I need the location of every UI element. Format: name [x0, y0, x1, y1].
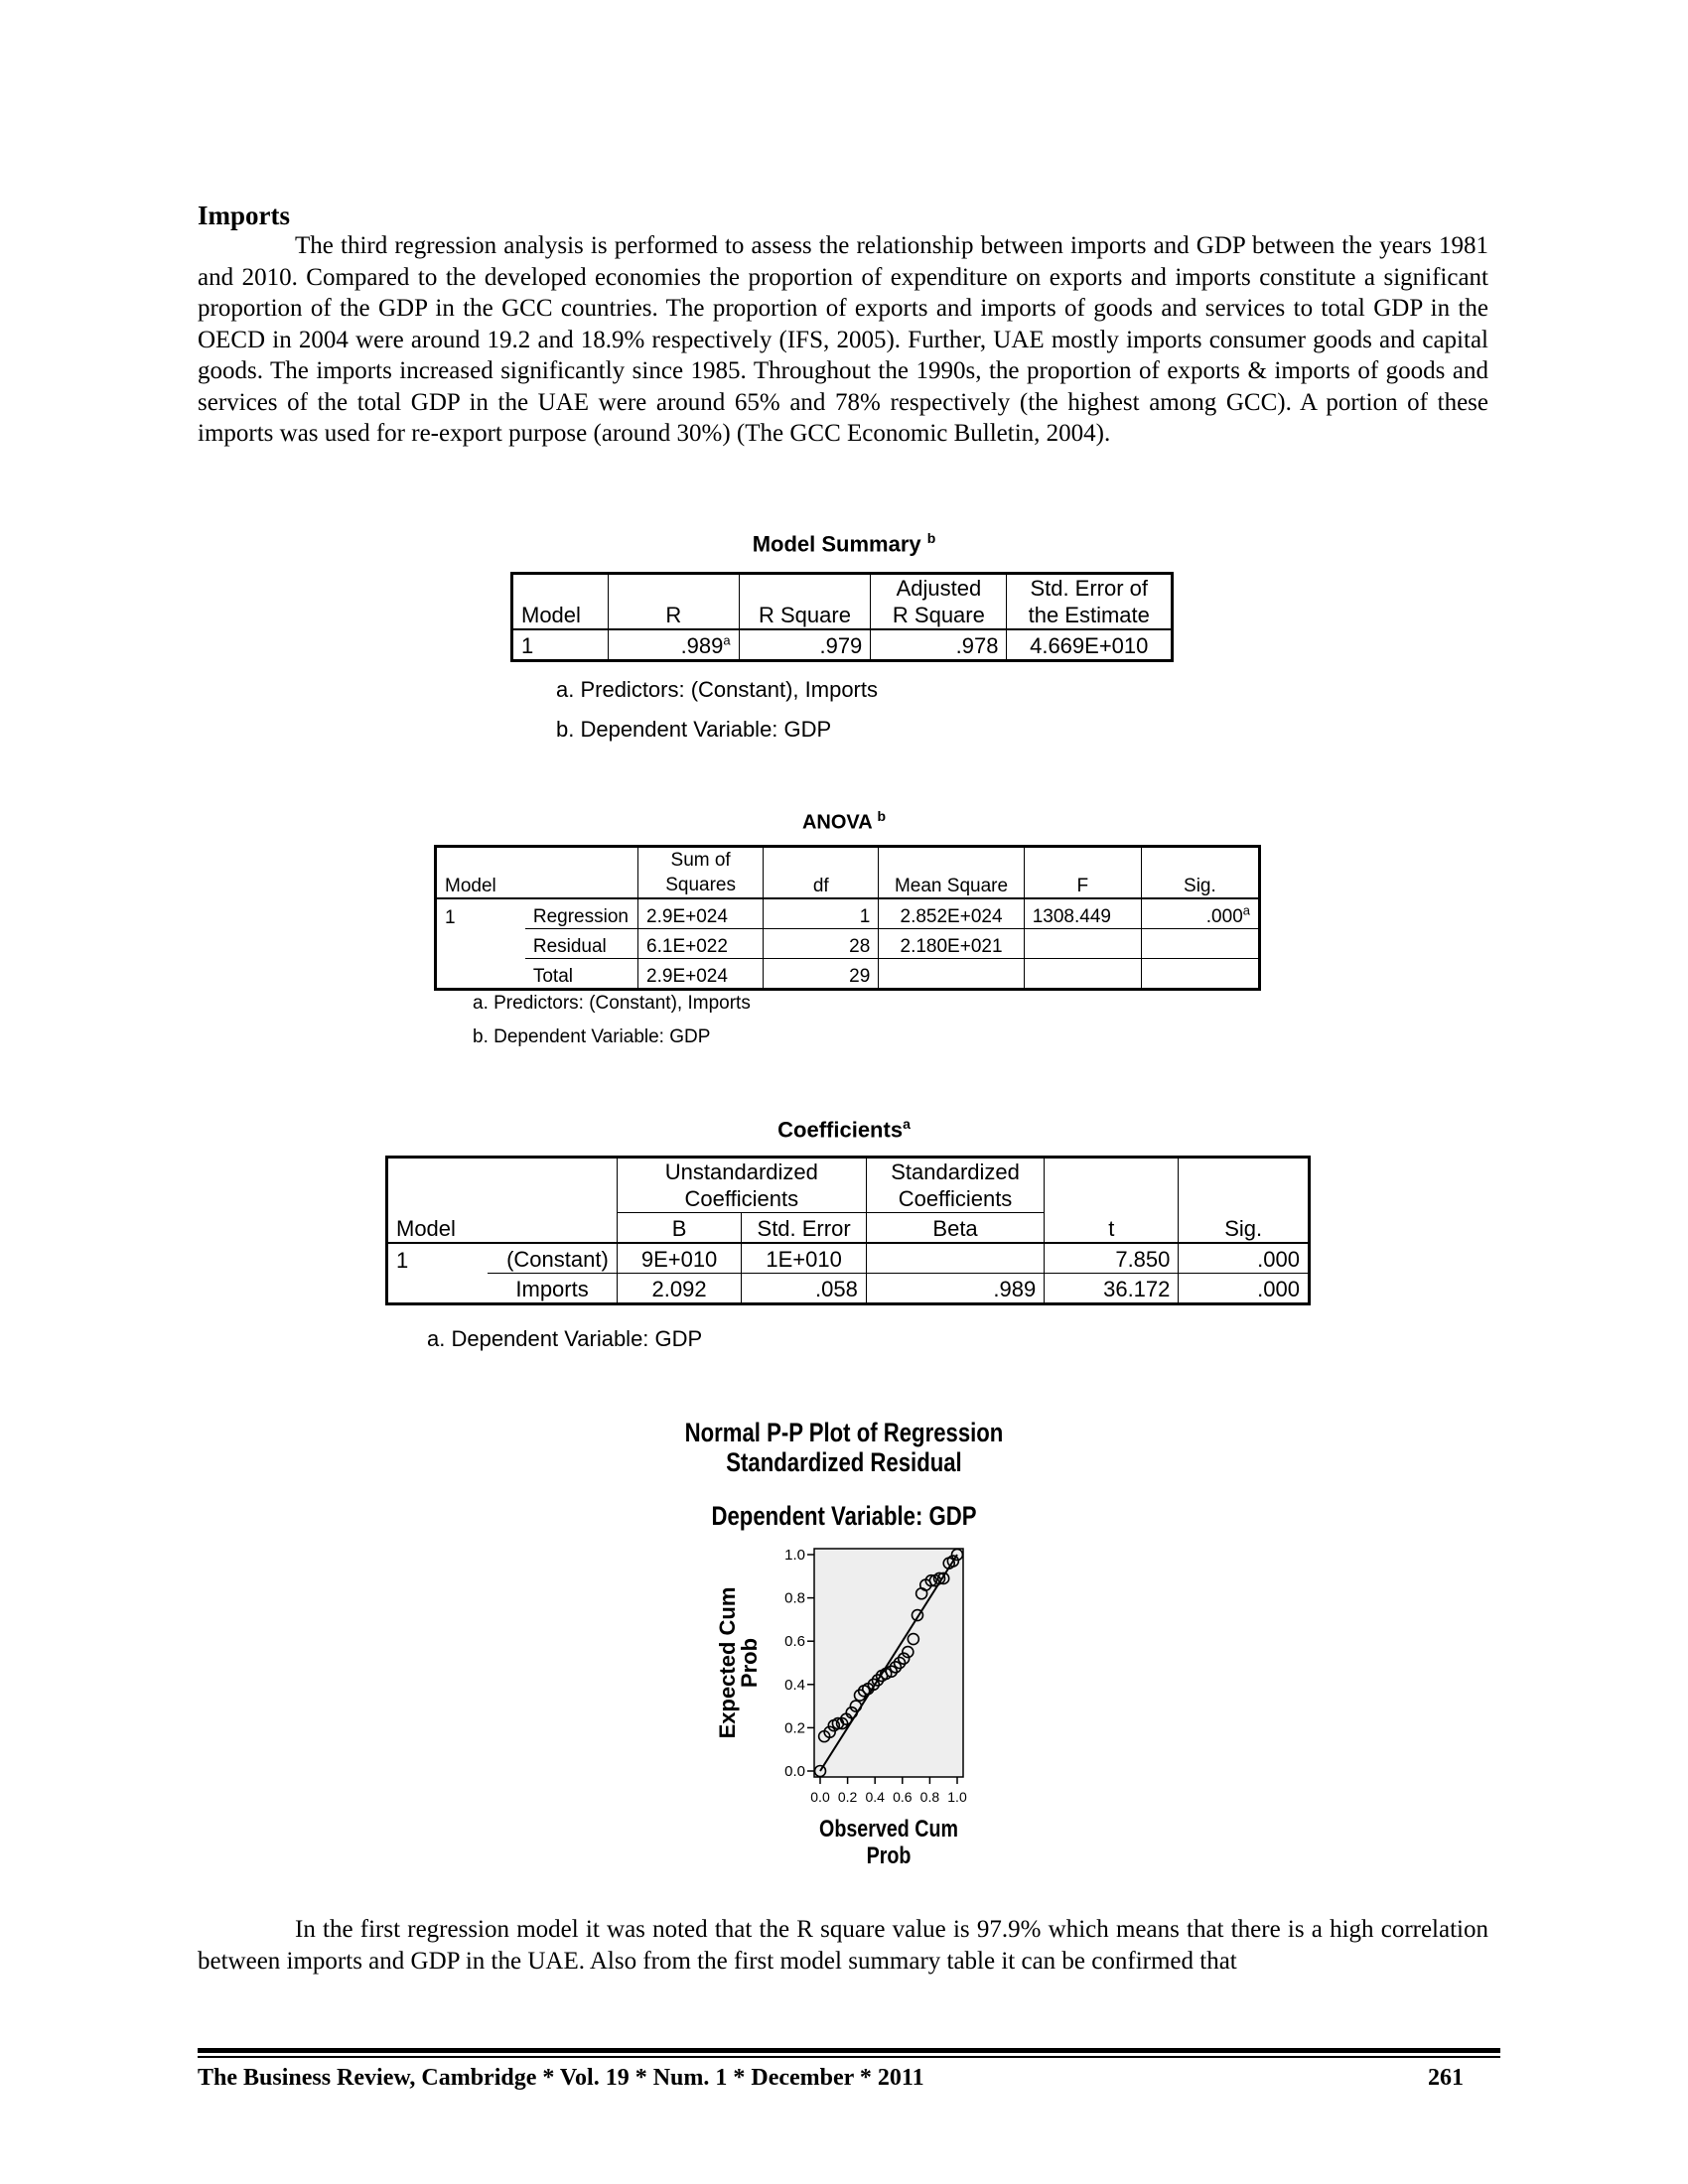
- coefficients-se-constant: 1E+010: [742, 1243, 867, 1274]
- pp-plot-subtitle: Dependent Variable: GDP: [711, 1501, 977, 1531]
- coefficients-sig-imports: .000: [1179, 1274, 1310, 1304]
- anova-sig-residual: [1141, 929, 1259, 959]
- coefficients-header-unstd-l2: Coefficients: [684, 1186, 799, 1211]
- model-summary-model: 1: [512, 629, 609, 661]
- model-summary-r-value: .989: [680, 633, 724, 658]
- model-summary-footnote-b: b. Dependent Variable: GDP: [556, 717, 832, 742]
- model-summary-r: [609, 629, 740, 661]
- model-summary-header-adj: [871, 574, 1007, 630]
- coefficients-label-constant: (Constant): [488, 1243, 617, 1274]
- pp-x-label-line2: Prob: [866, 1842, 912, 1869]
- anova-header-ss-l1: Sum of: [670, 850, 731, 871]
- coefficients-header-unstd-l1: Unstandardized: [664, 1160, 818, 1184]
- anova-f-regression: 1308.449: [1024, 898, 1141, 929]
- anova-header-ss-l2: Squares: [665, 875, 737, 895]
- anova-row-regression: [436, 898, 1260, 929]
- model-summary-header-row: [512, 574, 1173, 630]
- coefficients-beta-imports: .989: [866, 1274, 1044, 1304]
- anova-ms-total: [879, 959, 1024, 990]
- anova-label-total: Total: [525, 959, 638, 990]
- model-summary-rsq: .979: [739, 629, 871, 661]
- model-summary-caption: [596, 530, 1092, 557]
- anova-row-residual: [436, 929, 1260, 959]
- pp-y-tick-label: 0.2: [784, 1719, 805, 1737]
- coefficients-row-imports: [387, 1274, 1310, 1304]
- coefficients-header-unstd: [617, 1158, 866, 1213]
- coefficients-header-std: [866, 1158, 1044, 1213]
- model-summary-header-r: R: [609, 574, 740, 630]
- coefficients-header-row-2: [387, 1213, 1310, 1244]
- model-summary-header-rsq: R Square: [739, 574, 871, 630]
- anova-header-ss: [638, 847, 764, 899]
- conclusion-paragraph: In the first regression model it was noted that the R square value is 97.9% which means that there is a high correlation between imports and GDP in the UAE. Also from the first model summary table it can be confirmed that: [198, 1916, 1488, 1975]
- coefficients-header-spacer-sig: [1179, 1158, 1310, 1213]
- coefficients-sig-constant: .000: [1179, 1243, 1310, 1274]
- anova-ms-residual: 2.180E+021: [879, 929, 1024, 959]
- coefficients-footnote-a: a. Dependent Variable: GDP: [427, 1326, 703, 1351]
- coefficients-header-spacer-b: [488, 1158, 617, 1213]
- pp-x-tick-label: 1.0: [947, 1789, 967, 1805]
- model-summary-caption-sup: b: [926, 530, 936, 546]
- anova-ss-residual: 6.1E+022: [638, 929, 764, 959]
- anova-model-spacer-1: [436, 929, 525, 959]
- anova-table: [434, 845, 1261, 991]
- anova-label-residual: Residual: [525, 929, 638, 959]
- coefficients-t-constant: 7.850: [1045, 1243, 1179, 1274]
- anova-ss-total: 2.9E+024: [638, 959, 764, 990]
- anova-header-row: [436, 847, 1260, 899]
- pp-plot-title-l1: Normal P-P Plot of Regression: [684, 1418, 1004, 1447]
- model-summary-adj: .978: [871, 629, 1007, 661]
- coefficients-se-imports: .058: [742, 1274, 867, 1304]
- coefficients-header-spacer-a: [387, 1158, 489, 1213]
- model-summary-header-se: [1007, 574, 1173, 630]
- coefficients-header-model: Model: [387, 1213, 489, 1244]
- anova-caption-sup: b: [877, 808, 887, 824]
- pp-y-tick-label: 1.0: [784, 1547, 805, 1564]
- anova-df-residual: 28: [764, 929, 879, 959]
- anova-f-total: [1024, 959, 1141, 990]
- coefficients-label-imports: Imports: [488, 1274, 617, 1304]
- pp-y-tick-label: 0.8: [784, 1589, 805, 1607]
- footer-page-number: 261: [1428, 2065, 1464, 2091]
- coefficients-header-sig: Sig.: [1179, 1213, 1310, 1244]
- coefficients-t-imports: 36.172: [1045, 1274, 1179, 1304]
- coefficients-header-t: t: [1045, 1213, 1179, 1244]
- model-summary-header-se-l1: Std. Error of: [1030, 576, 1149, 601]
- coefficients-row-constant: [387, 1243, 1310, 1274]
- pp-x-label-line1: Observed Cum: [819, 1815, 958, 1843]
- model-summary-r-sup: a: [723, 632, 731, 648]
- pp-y-axis: [784, 1547, 814, 1780]
- anova-header-ms: Mean Square: [879, 847, 1024, 899]
- footer-journal-info: The Business Review, Cambridge * Vol. 19 * Num. 1 * December * 2011: [198, 2065, 924, 2091]
- anova-label-regression: Regression: [525, 898, 638, 929]
- model-summary-table: [510, 572, 1174, 662]
- pp-y-tick-label: 0.6: [784, 1633, 805, 1651]
- anova-caption-text: ANOVA: [801, 811, 872, 834]
- coefficients-caption-sup: a: [903, 1116, 911, 1132]
- anova-model-number: 1: [436, 898, 525, 929]
- coefficients-b-constant: 9E+010: [617, 1243, 742, 1274]
- anova-footnote-a: a. Predictors: (Constant), Imports: [473, 993, 751, 1014]
- pp-x-tick-label: 0.2: [837, 1789, 858, 1805]
- coefficients-header-b: B: [617, 1213, 742, 1244]
- coefficients-beta-constant: [866, 1243, 1044, 1274]
- pp-y-tick-label: 0.4: [784, 1676, 805, 1694]
- anova-header-f: F: [1024, 847, 1141, 899]
- coefficients-header-se: Std. Error: [742, 1213, 867, 1244]
- coefficients-table: [385, 1156, 1311, 1305]
- model-summary-header-se-l2: the Estimate: [1028, 603, 1150, 627]
- anova-header-model: Model: [436, 847, 525, 899]
- anova-header-sig: Sig.: [1141, 847, 1259, 899]
- model-summary-header-adj-l2: R Square: [892, 603, 985, 627]
- anova-caption: [596, 808, 1092, 835]
- anova-sig-total: [1141, 959, 1259, 990]
- anova-ms-regression: 2.852E+024: [879, 898, 1024, 929]
- intro-paragraph: The third regression analysis is performed to assess the relationship between imports and GDP between the years 1981 and 2010. Compared to the developed economies the proportion of expenditure on exports and imports constitute a significant proportion of the GDP in the GCC countries. The proportion of exports and imports of goods and services to total GDP in the OECD in 2004 were around 19.2 and 18.9% respectively (IFS, 2005). Further, UAE mostly imports consumer goods and capital goods. The imports increased significantly since 1985. Throughout the 1990s, the proportion of exports & imports of goods and services of the total GDP in the UAE were around 65% and 78% respectively (the highest among GCC). A portion of these imports was used for re-export purpose (around 30%) (The GCC Economic Bulletin, 2004).: [198, 232, 1488, 447]
- anova-model-spacer-2: [436, 959, 525, 990]
- anova-df-total: 29: [764, 959, 879, 990]
- coefficients-header-std-l1: Standardized: [891, 1160, 1020, 1184]
- pp-x-tick-label: 0.4: [865, 1789, 885, 1805]
- coefficients-header-spacer-t: [1045, 1158, 1179, 1213]
- model-summary-caption-text: Model Summary: [752, 531, 921, 557]
- coefficients-header-row-1: [387, 1158, 1310, 1213]
- footer-rule-thick: [198, 2048, 1500, 2053]
- pp-y-tick-label: 0.0: [784, 1763, 805, 1780]
- coefficients-header-std-l2: Coefficients: [898, 1186, 1013, 1211]
- section-heading: Imports: [198, 201, 290, 230]
- coefficients-b-imports: 2.092: [617, 1274, 742, 1304]
- coefficients-header-beta: Beta: [866, 1213, 1044, 1244]
- anova-sig-regression-value: .000: [1205, 906, 1243, 927]
- footer-rule-thin: [198, 2056, 1500, 2058]
- anova-f-residual: [1024, 929, 1141, 959]
- model-summary-row: [512, 629, 1173, 661]
- model-summary-footnote-a: a. Predictors: (Constant), Imports: [556, 677, 878, 702]
- pp-y-label-line1: Expected Cum: [715, 1586, 740, 1739]
- anova-footnote-b: b. Dependent Variable: GDP: [473, 1026, 711, 1047]
- coefficients-header-label-spacer: [488, 1213, 617, 1244]
- anova-ss-regression: 2.9E+024: [638, 898, 764, 929]
- pp-x-tick-label: 0.6: [893, 1789, 913, 1805]
- pp-x-axis: [810, 1777, 967, 1805]
- model-summary-header-model: Model: [512, 574, 609, 630]
- model-summary-header-adj-l1: Adjusted: [896, 576, 982, 601]
- pp-y-label-line2: Prob: [737, 1637, 762, 1689]
- pp-x-tick-label: 0.8: [919, 1789, 940, 1805]
- pp-plot-title: [640, 1418, 1048, 1477]
- coefficients-model-number: 1: [387, 1243, 489, 1274]
- coefficients-caption-text: Coefficients: [777, 1117, 904, 1143]
- pp-x-tick-label: 0.0: [810, 1789, 830, 1805]
- coefficients-model-spacer: [387, 1274, 489, 1304]
- pp-plot: [695, 1529, 1013, 1886]
- coefficients-caption: [596, 1116, 1092, 1143]
- anova-df-regression: 1: [764, 898, 879, 929]
- anova-header-df: df: [764, 847, 879, 899]
- anova-sig-regression-sup: a: [1242, 902, 1250, 918]
- anova-sig-regression: [1141, 898, 1259, 929]
- model-summary-se: 4.669E+010: [1007, 629, 1173, 661]
- pp-plot-title-l2: Standardized Residual: [726, 1447, 962, 1477]
- anova-header-label-spacer: [525, 847, 638, 899]
- anova-row-total: [436, 959, 1260, 990]
